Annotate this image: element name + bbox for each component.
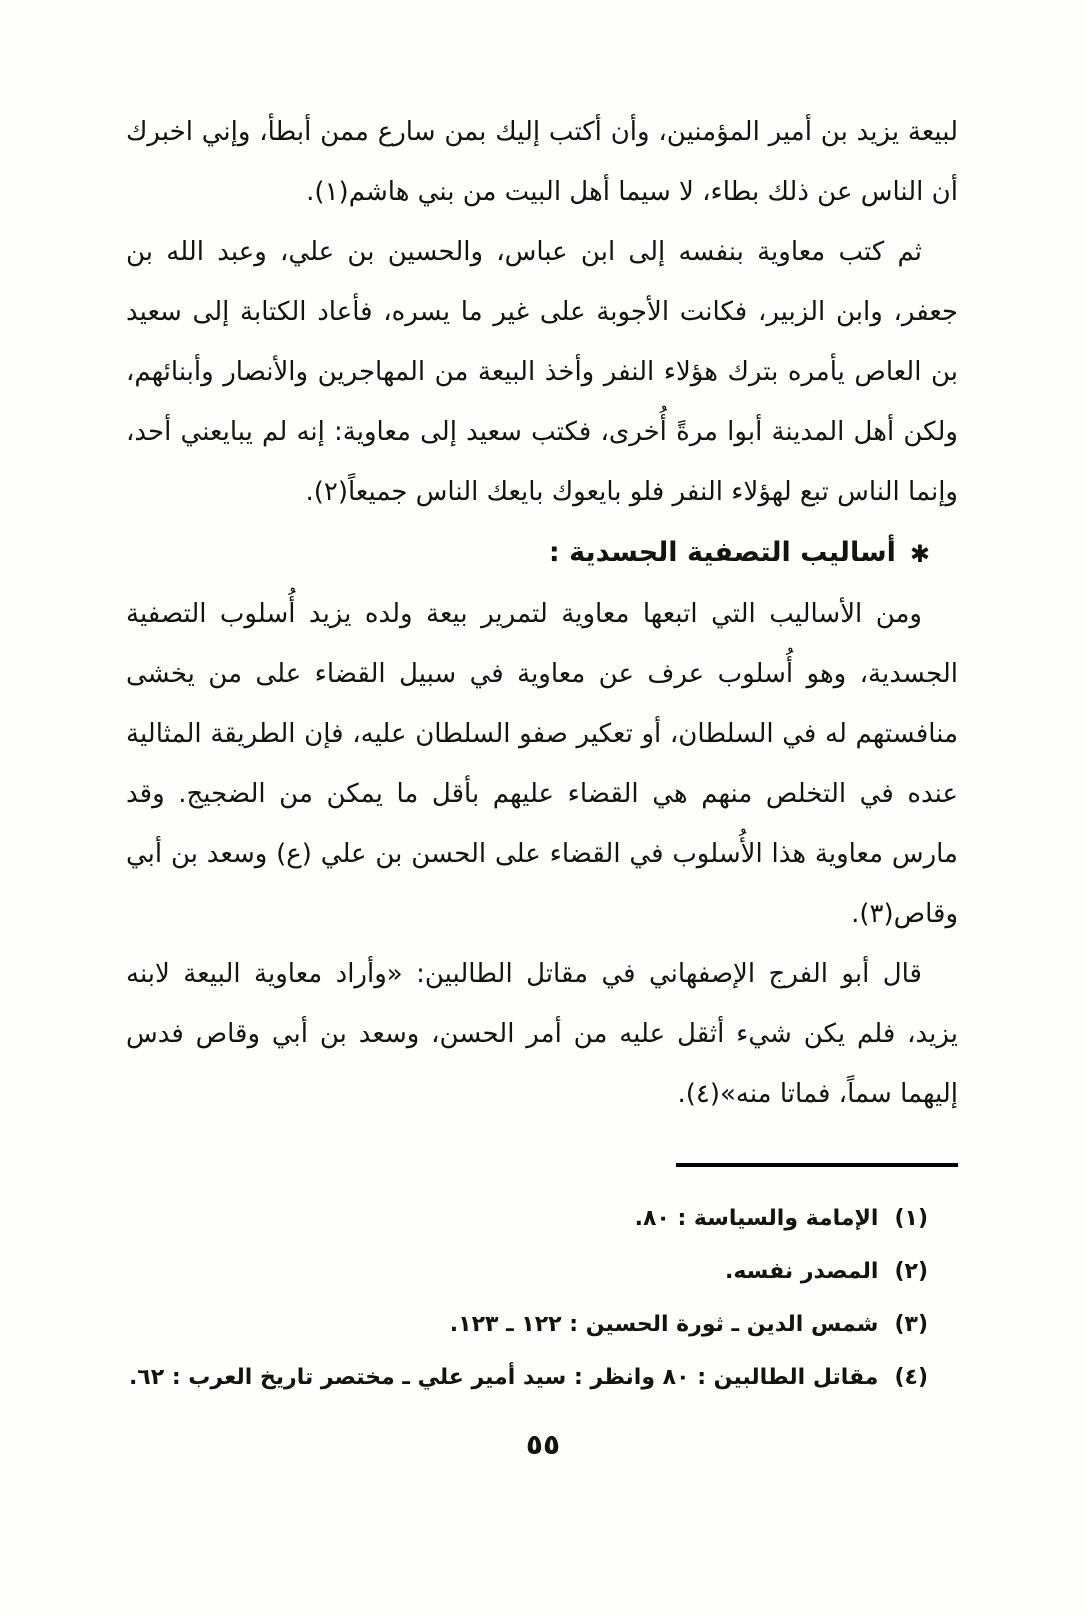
footnotes-list xyxy=(128,1192,928,1404)
paragraph: ومن الأساليب التي اتبعها معاوية لتمرير بيعة ولده يزيد أُسلوب التصفية الجسدية، وهو أُسلوب عرف عن معاوية في سبيل القضاء على من يخشى منافستهم له في السلطان، أو تعكير صفو السلطان عليه، فإن الطريقة المثالية عنده في التخلص منهم هي القضاء عليهم بأقل ما يمكن من الضجيج. وقد مارس معاوية هذا الأُسلوب في القضاء على الحسن بن علي (ع) وسعد بن أبي وقاص(٣). xyxy=(126,599,958,929)
footnote xyxy=(128,1298,928,1351)
page-number: ٥٥ xyxy=(525,1428,561,1461)
asterisk-icon: ✱ xyxy=(909,540,930,568)
footnote xyxy=(128,1351,928,1404)
footnote xyxy=(128,1245,928,1298)
paragraph: ثم كتب معاوية بنفسه إلى ابن عباس، والحسين بن علي، وعبد الله بن جعفر، وابن الزبير، فكانت الأجوبة على غير ما يسره، فأعاد الكتابة إلى سعيد بن العاص يأمره بترك هؤلاء النفر وأخذ البيعة من المهاجرين والأنصار وأبنائهم، ولكن أهل المدينة أبوا مرةً أُخرى، فكتب سعيد إلى معاوية: إنه لم يبايعني أحد، وإنما الناس تبع لهؤلاء النفر فلو بايعوك بايعك الناس جميعاً(٢). xyxy=(126,237,958,507)
footnote xyxy=(128,1192,928,1245)
footnote-separator xyxy=(676,1163,958,1167)
footnote-marker: (٢) xyxy=(894,1259,928,1284)
footnote-text: المصدر نفسه. xyxy=(724,1259,879,1284)
footnote-text: شمس الدين ـ ثورة الحسين : ١٢٢ ـ ١٢٣. xyxy=(449,1312,879,1337)
paragraph-continuation: لبيعة يزيد بن أمير المؤمنين، وأن أكتب إليك بمن سارع ممن أبطأ، وإني اخبرك أن الناس عن ذلك بطاء، لا سيما أهل البيت من بني هاشم(١). xyxy=(126,117,958,207)
footnote-text: مقاتل الطالبين : ٨٠ وانظر : سيد أمير علي ـ مختصر تاريخ العرب : ٦٢. xyxy=(128,1365,879,1390)
footnote-marker: (٣) xyxy=(894,1312,928,1337)
paragraph: قال أبو الفرج الإصفهاني في مقاتل الطالبين: «وأراد معاوية البيعة لابنه يزيد، فلم يكن شيء أثقل عليه من أمر الحسن، وسعد بن أبي وقاص فدس إليهما سماً، فماتا منه»(٤). xyxy=(126,959,958,1109)
section-heading-text: أساليب التصفية الجسدية : xyxy=(548,537,896,568)
section-heading xyxy=(126,522,958,584)
footnote-marker: (٤) xyxy=(894,1365,928,1390)
page-body xyxy=(126,102,958,1124)
footnote-text: الإمامة والسياسة : ٨٠. xyxy=(634,1206,879,1231)
footnote-marker: (١) xyxy=(894,1206,928,1231)
